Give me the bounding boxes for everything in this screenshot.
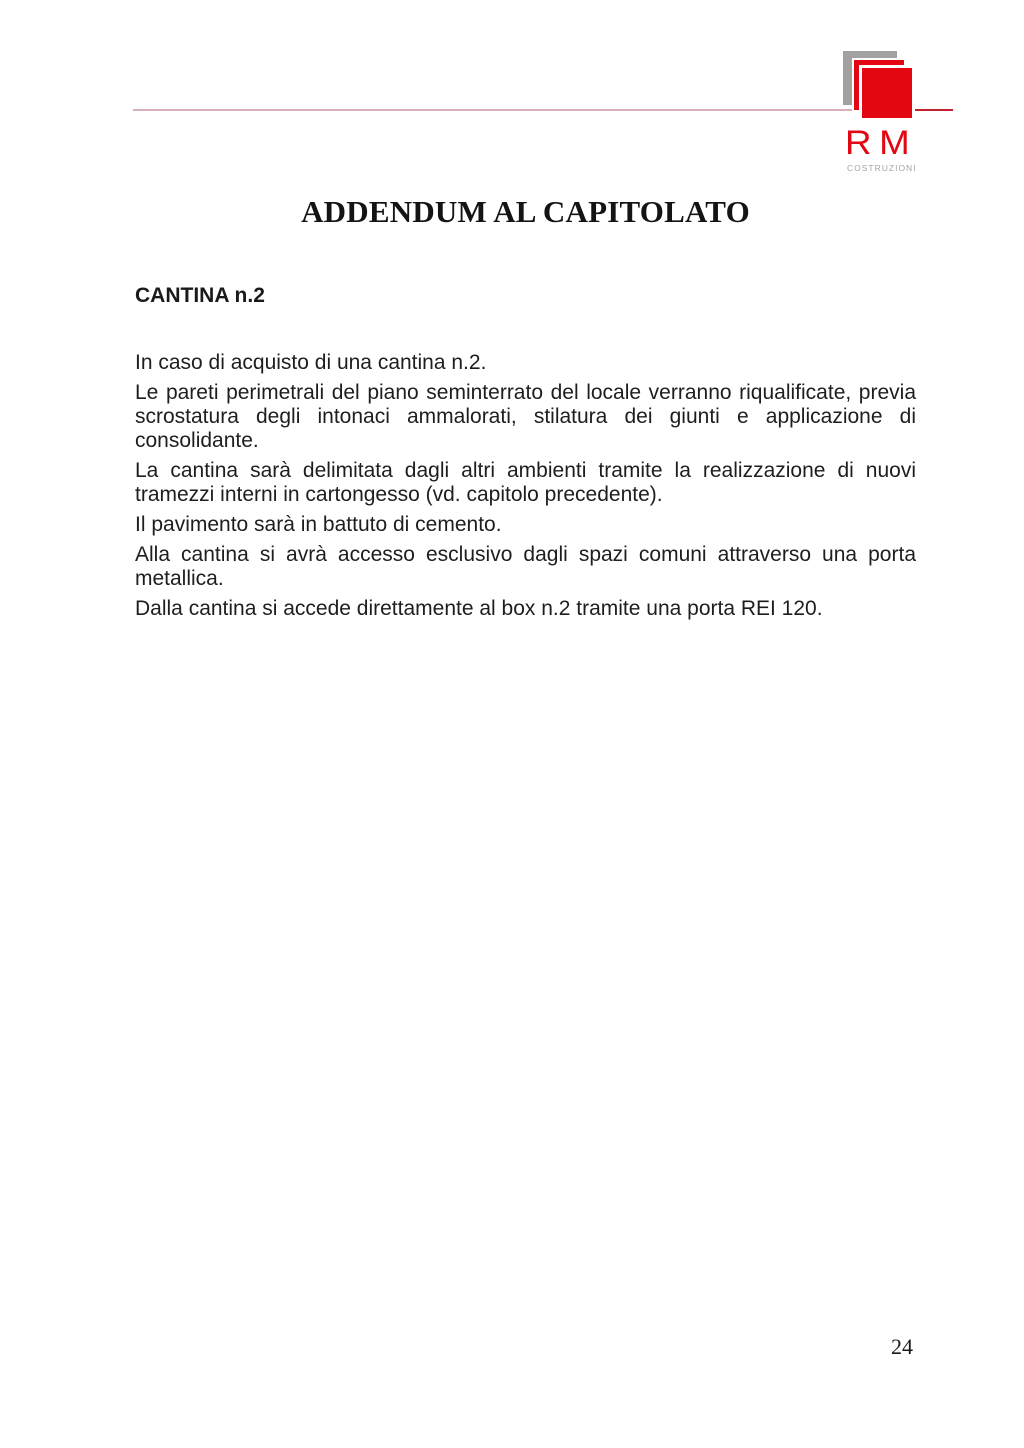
paragraph: La cantina sarà delimitata dagli altri ambienti tramite la realizzazione di nuovi tramezzi interni in cartongesso (vd. capitolo precedente). bbox=[135, 459, 916, 506]
document-body bbox=[135, 351, 916, 627]
paragraph: Il pavimento sarà in battuto di cemento. bbox=[135, 513, 502, 536]
logo-subtext: COSTRUZIONI bbox=[847, 163, 917, 173]
logo-square-red-front bbox=[859, 65, 915, 121]
header-rule-line bbox=[133, 109, 907, 111]
paragraph: Le pareti perimetrali del piano seminterrato del locale verranno riqualificate, previa scrostatura degli intonaci ammalorati, stilatura dei giunti e applicazione di consolidante. bbox=[135, 381, 916, 452]
company-logo bbox=[843, 51, 933, 181]
logo-text: RM bbox=[845, 124, 918, 162]
page-number: 24 bbox=[891, 1334, 913, 1359]
paragraph: Alla cantina si avrà accesso esclusivo dagli spazi comuni attraverso una porta metallica. bbox=[135, 543, 916, 590]
paragraph: In caso di acquisto di una cantina n.2. bbox=[135, 351, 487, 374]
section-heading: CANTINA n.2 bbox=[135, 284, 265, 307]
paragraph: Dalla cantina si accede direttamente al box n.2 tramite una porta REI 120. bbox=[135, 597, 823, 620]
page-title: ADDENDUM AL CAPITOLATO bbox=[301, 194, 750, 229]
